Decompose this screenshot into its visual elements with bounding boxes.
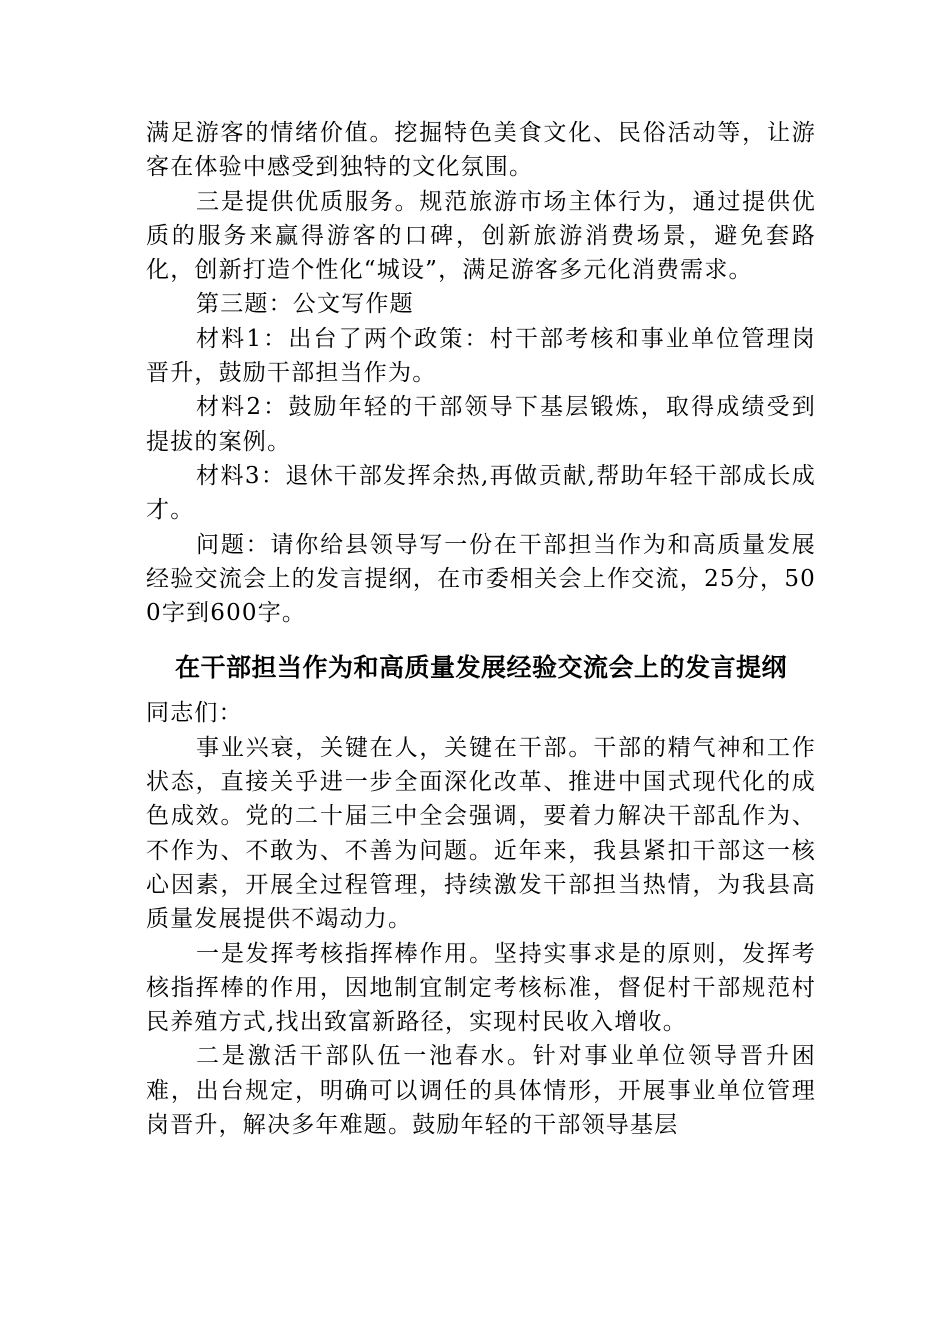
document-body	[146, 116, 816, 1142]
salutation: 同志们：	[146, 700, 243, 727]
speech-title: 在干部担当作为和高质量发展经验交流会上的发言提纲	[174, 653, 787, 683]
paragraph-intro: 事业兴衰，关键在人，关键在干部。干部的精气神和工作状态，直接关乎进一步全面深化改革、推进中国式现代化的成色成效。党的二十届三中全会强调，要着力解决干部乱作为、不作为、不敢为、不善为问题。近年来，我县紧扣干部这一核心因素，开展全过程管理，持续激发干部担当热情，为我县高质量发展提供不竭动力。	[146, 734, 816, 933]
paragraph-continuation: 满足游客的情绪价值。挖掘特色美食文化、民俗活动等，让游客在体验中感受到独特的文化氛围。	[146, 120, 816, 181]
question-prompt: 问题：请你给县领导写一份在干部担当作为和高质量发展经验交流会上的发言提纲，在市委相关会上作交流，25分，500字到600字。	[146, 531, 816, 627]
paragraph-service: 三是提供优质服务。规范旅游市场主体行为，通过提供优质的服务来赢得游客的口碑，创新旅游消费场景，避免套路化，创新打造个性化“城设”，满足游客多元化消费需求。	[146, 188, 816, 284]
material-3: 材料3：退休干部发挥余热,再做贡献,帮助年轻干部成长成才。	[146, 462, 816, 524]
material-2: 材料2：鼓励年轻的干部领导下基层锻炼，取得成绩受到提拔的案例。	[146, 394, 816, 455]
material-1: 材料1：出台了两个政策：村干部考核和事业单位管理岗晋升，鼓励干部担当作为。	[146, 325, 816, 387]
paragraph-point-2: 二是激活干部队伍一池春水。针对事业单位领导晋升困难，出台规定，明确可以调任的具体情形，开展事业单位管理岗晋升，解决多年难题。鼓励年轻的干部领导基层	[146, 1043, 816, 1139]
paragraph-point-1: 一是发挥考核指挥棒作用。坚持实事求是的原则，发挥考核指挥棒的作用，因地制宜制定考核标准，督促村干部规范村民养殖方式,找出致富新路径，实现村民收入增收。	[146, 940, 816, 1036]
question-heading: 第三题：公文写作题	[196, 291, 414, 318]
